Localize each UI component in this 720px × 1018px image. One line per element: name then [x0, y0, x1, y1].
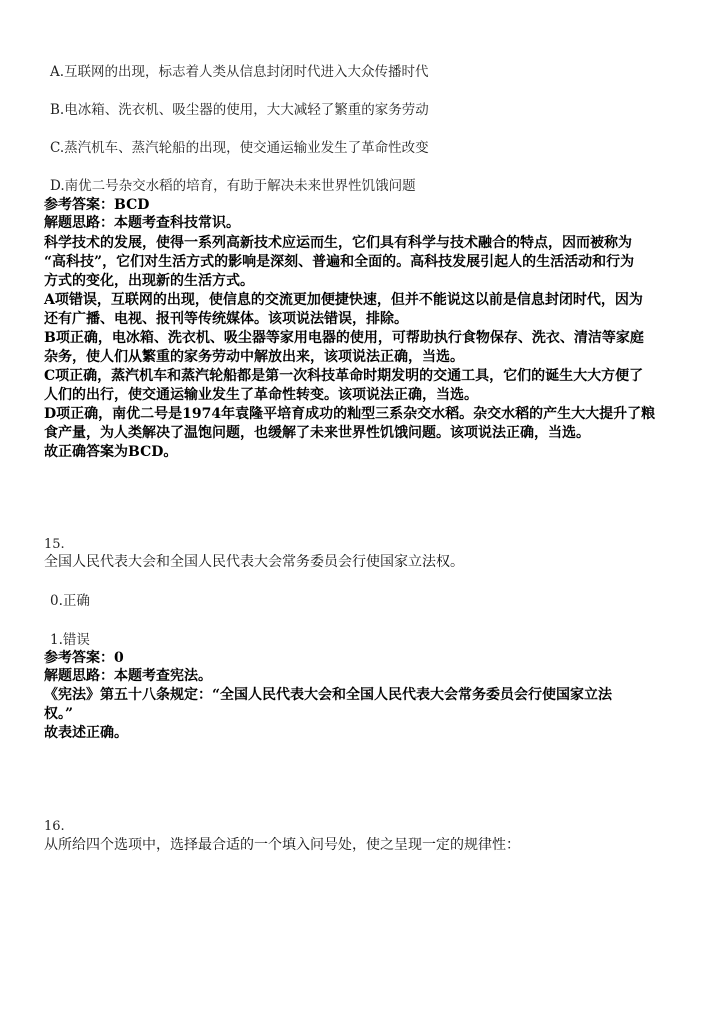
question-stem: 全国人民代表大会和全国人民代表大会常务委员会行使国家立法权。 [44, 554, 464, 570]
option-a: A.互联网的出现，标志着人类从信息封闭时代进入大众传播时代 [50, 64, 429, 80]
option-0: 0.正确 [50, 593, 90, 609]
option-c: C.蒸汽机车、蒸汽轮船的出现，使交通运输业发生了革命性改变 [50, 140, 429, 156]
explanation-line: 《宪法》第五十八条规定：“全国人民代表大会和全国人民代表大会常务委员会行使国家立法 [44, 687, 613, 703]
question-number: 15. [44, 537, 65, 552]
explanation-line: 方式的变化，出现新的生活方式。 [44, 273, 254, 289]
explanation-line: 人们的出行，使交通运输业发生了革命性转变。该项说法正确，当选。 [44, 387, 478, 403]
option-b: B.电冰箱、洗衣机、吸尘器的使用，大大减轻了繁重的家务劳动 [50, 102, 429, 118]
answer-label: 参考答案：0 [44, 650, 124, 666]
explanation-line: 还有广播、电视、报刊等传统媒体。该项说法错误，排除。 [44, 311, 408, 327]
explanation-line: 解题思路：本题考查科技常识。 [44, 215, 240, 231]
explanation-line: 科学技术的发展，使得一系列高新技术应运而生，它们具有科学与技术融合的特点，因而被称为 [44, 235, 632, 251]
explanation-line: 杂务，使人们从繁重的家务劳动中解放出来，该项说法正确，当选。 [44, 349, 464, 365]
explanation-line: A项错误，互联网的出现，使信息的交流更加便捷快速，但并不能说这以前是信息封闭时代，因为 [44, 292, 643, 308]
explanation-line: 解题思路：本题考查宪法。 [44, 668, 212, 684]
option-1: 1.错误 [50, 632, 90, 648]
explanation-line: 食产量，为人类解决了温饱问题，也缓解了未来世界性饥饿问题。该项说法正确，当选。 [44, 425, 590, 441]
answer-label: 参考答案：BCD [44, 197, 150, 213]
question-number: 16. [44, 819, 65, 834]
explanation-line: 故正确答案为BCD。 [44, 444, 178, 460]
option-d: D.南优二号杂交水稻的培育，有助于解决未来世界性饥饿问题 [50, 178, 416, 194]
explanation-line: C项正确，蒸汽机车和蒸汽轮船都是第一次科技革命时期发明的交通工具，它们的诞生大大方便了 [44, 368, 644, 384]
question-stem: 从所给四个选项中，选择最合适的一个填入问号处，使之呈现一定的规律性： [44, 837, 520, 853]
explanation-line: 权。” [44, 706, 74, 722]
explanation-line: D项正确，南优二号是1974年袁隆平培育成功的籼型三系杂交水稻。杂交水稻的产生大大提升了粮 [44, 406, 656, 422]
explanation-line: B项正确，电冰箱、洗衣机、吸尘器等家用电器的使用，可帮助执行食物保存、洗衣、清洁等家庭 [44, 330, 644, 346]
explanation-line: 故表述正确。 [44, 725, 128, 741]
explanation-line: “高科技”，它们对生活方式的影响是深刻、普遍和全面的。高科技发展引起人的生活活动和行为 [44, 254, 635, 270]
